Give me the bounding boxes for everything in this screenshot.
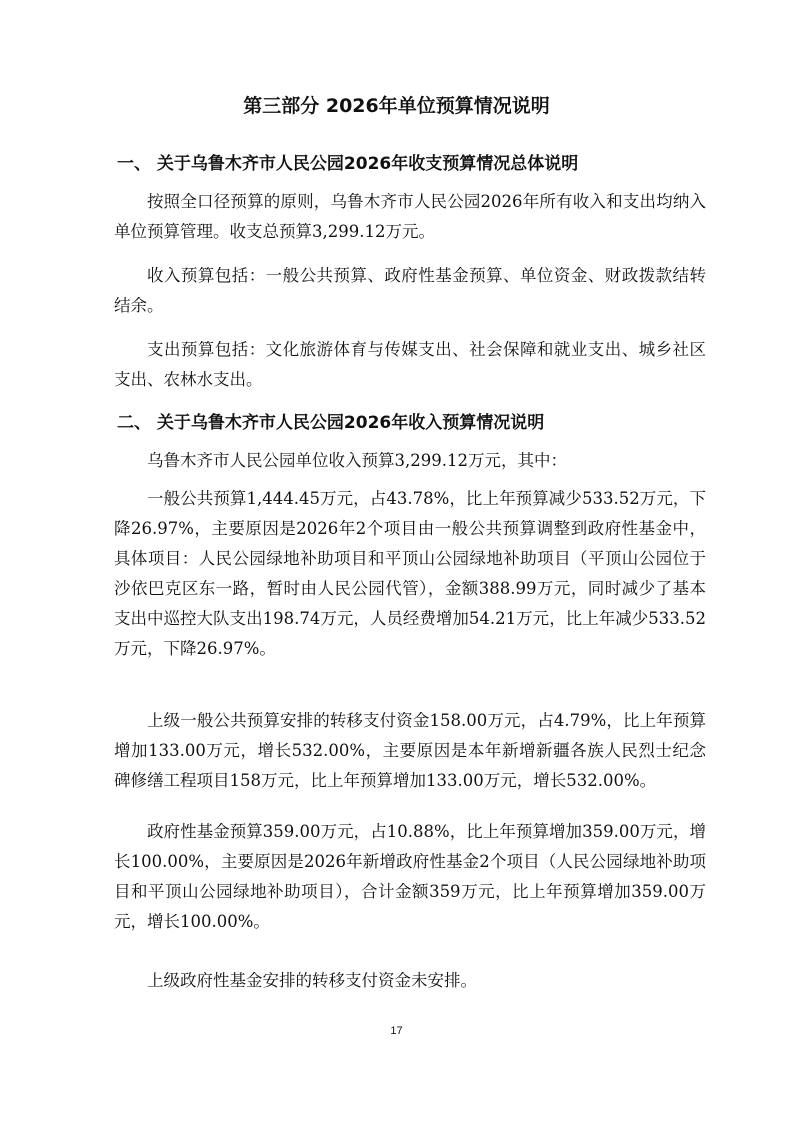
section-2-paragraph-3: 上级一般公共预算安排的转移支付资金158.00万元，占4.79%，比上年预算增加133.00万元，增长532.00%，主要原因是本年新增新疆各族人民烈士纪念碑修缮工程项目158万元，比上年预算增加133.00万元，增长532.00%。 bbox=[114, 711, 706, 790]
page-number: 17 bbox=[390, 1025, 403, 1037]
section-1-paragraph-3: 支出预算包括：文化旅游体育与传媒支出、社会保障和就业支出、城乡社区支出、农林水支出。 bbox=[114, 340, 706, 389]
section-2-paragraph-4: 政府性基金预算359.00万元，占10.88%，比上年预算增加359.00万元，增长100.00%，主要原因是2026年新增政府性基金2个项目（人民公园绿地补助项目和平顶山公园绿地补助项目），合计金额359万元，比上年预算增加359.00万元，增长100.00%。 bbox=[114, 822, 706, 931]
section-2-paragraph-2: 一般公共预算1,444.45万元，占43.78%，比上年预算减少533.52万元，下降26.97%，主要原因是2026年2个项目由一般公共预算调整到政府性基金中，具体项目：人民公园绿地补助项目和平顶山公园绿地补助项目（平顶山公园位于沙依巴克区东一路，暂时由人民公园代管），金额388.99万元，同时减少了基本支出中巡控大队支出198.74万元，人员经费增加54.21万元，比上年减少533.52万元，下降26.97%。 bbox=[114, 489, 706, 658]
section-2-paragraph-1: 乌鲁木齐市人民公园单位收入预算3,299.12万元，其中： bbox=[147, 451, 567, 470]
section-2-heading: 二、 关于乌鲁木齐市人民公园2026年收入预算情况说明 bbox=[117, 413, 545, 433]
section-2-paragraph-5: 上级政府性基金安排的转移支付资金未安排。 bbox=[147, 971, 477, 990]
section-1-paragraph-2: 收入预算包括：一般公共预算、政府性基金预算、单位资金、财政拨款结转结余。 bbox=[114, 266, 706, 315]
section-1-paragraph-1: 按照全口径预算的原则，乌鲁木齐市人民公园2026年所有收入和支出均纳入单位预算管理。收支总预算3,299.12万元。 bbox=[114, 192, 706, 241]
page-title: 第三部分 2026年单位预算情况说明 bbox=[243, 95, 550, 117]
section-1-heading: 一、 关于乌鲁木齐市人民公园2026年收支预算情况总体说明 bbox=[117, 154, 579, 174]
